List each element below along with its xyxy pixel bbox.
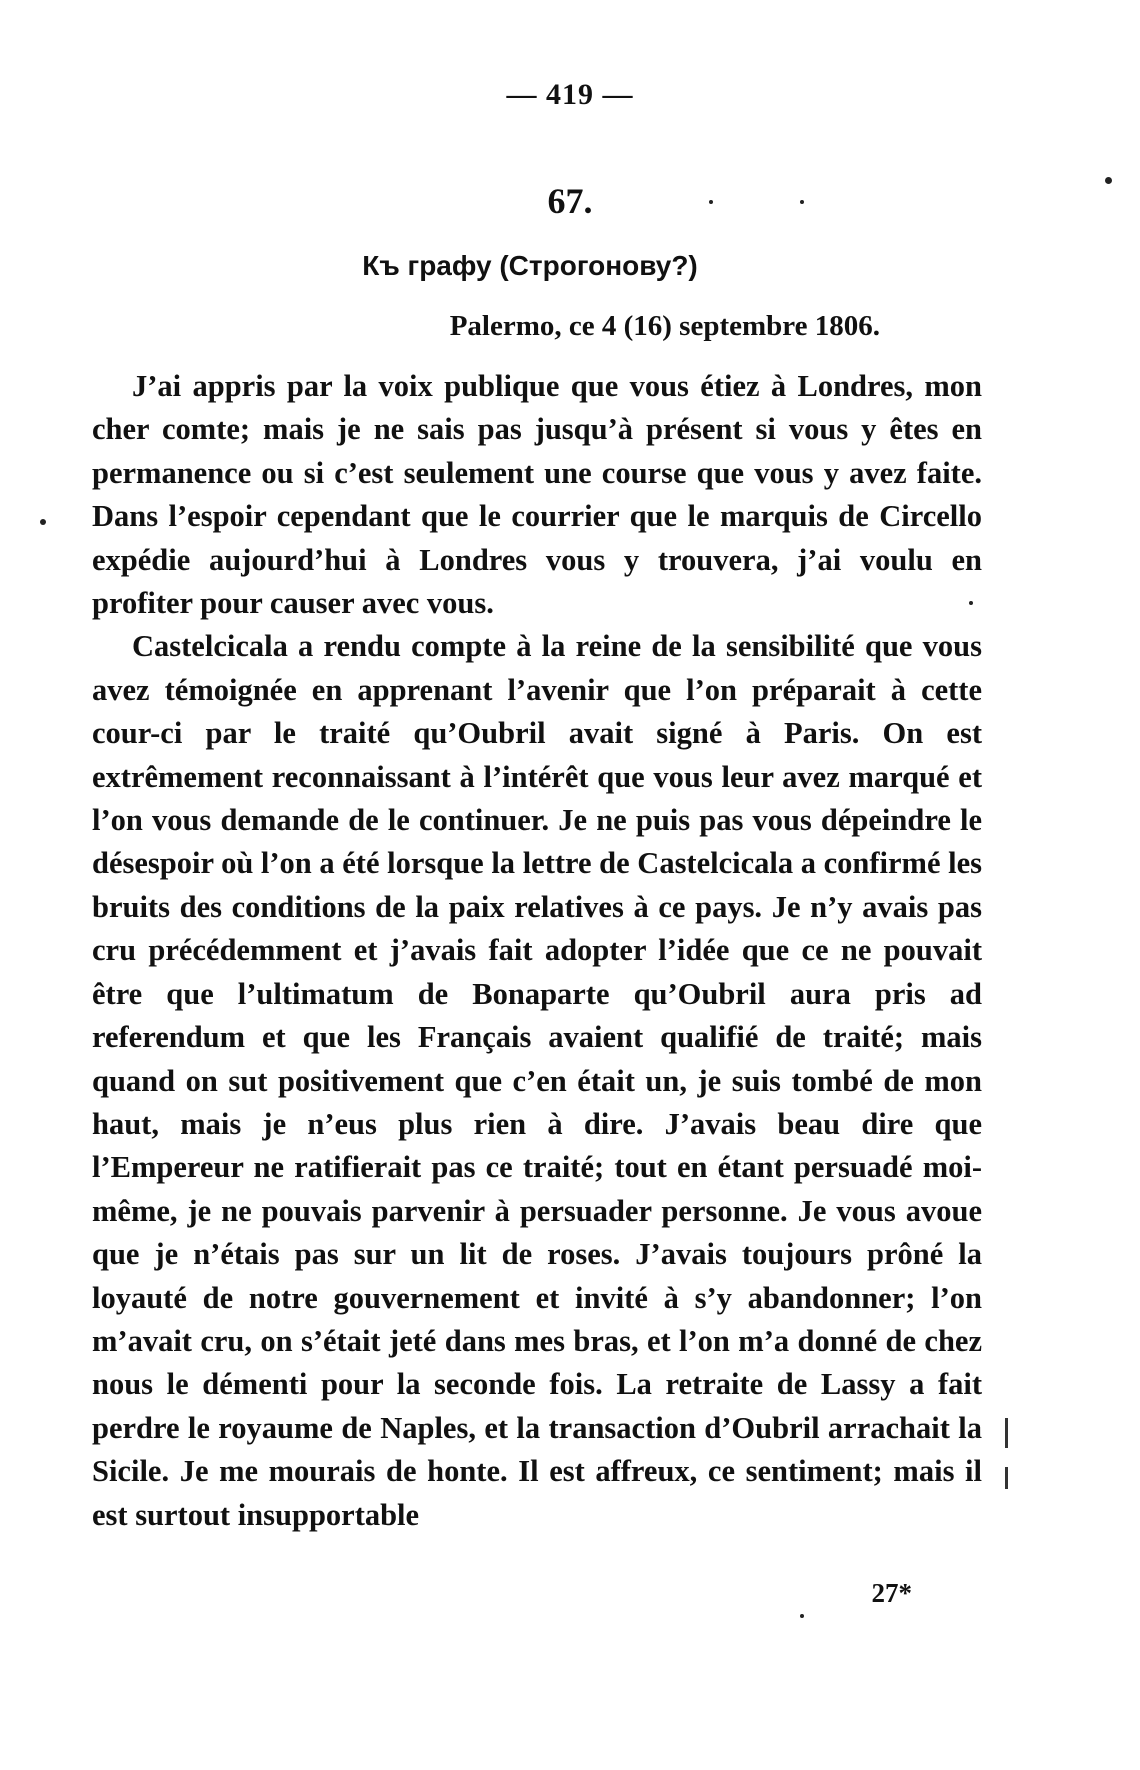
paragraph: J’ai appris par la voix publique que vous étiez à Londres, mon cher comte; mais je ne sais pas jusqu’à présent si vous y êtes en permanence ou si c’est seulement une course que vous y avez faite. Dans l’espoir cependant que le courrier que le marquis de Circello expédie aujourd’hui à Londres vous y trouvera, j’ai voulu en profiter pour causer avec vous. [92,369,982,621]
speck-mark [40,519,46,525]
dateline: Palermo, ce 4 (16) septembre 1806. [449,310,880,342]
speck-mark [709,200,713,204]
speck-mark [800,200,804,204]
speck-mark [969,601,973,605]
margin-bar [1005,1467,1008,1489]
recipient-heading: Къ графу (Строгонову?) [362,250,698,281]
margin-bar [1005,1418,1008,1448]
letter-body [92,365,982,1537]
letter-number: 67. [547,181,593,221]
signature-mark: 27* [871,1578,912,1608]
speck-mark [1105,177,1112,184]
page-number: — 419 — [506,78,634,111]
paragraph: Castelcicala a rendu compte à la reine de la sensibilité que vous avez témoignée en apprenant l’avenir que l’on préparait à cette cour-ci par le traité qu’Oubril avait signé à Paris. On est extrêmement reconnaissant à l’intérêt que vous leur avez marqué et l’on vous demande de le continuer. Je ne puis pas vous dépeindre le désespoir où l’on a été lorsque la lettre de Castelcicala a confirmé les bruits des conditions de la paix relatives à ce pays. Je n’y avais pas cru précédemment et j’avais fait adopter l’idée que ce ne pouvait être que l’ultimatum de Bonaparte qu’Oubril aura pris ad referendum et que les Français avaient qualifié de traité; mais quand on sut positivement que c’en était un, je suis tombé de mon haut, mais je n’eus plus rien à dire. J’avais beau dire que l’Empereur ne ratifierait pas ce traité; tout en étant persuadé moi-même, je ne pouvais parvenir à persuader personne. Je vous avoue que je n’étais pas sur un lit de roses. J’avais toujours prôné la loyauté de notre gouvernement et invité à s’y abandonner; l’on m’avait cru, on s’était jeté dans mes bras, et l’on m’a donné de chez nous le démenti pour la seconde fois. La retraite de Lassy a fait perdre le royaume de Naples, et la transaction d’Oubril arrachait la Sicile. Je me mourais de honte. Il est affreux, ce sentiment; mais il est surtout insupportable [92,629,982,1532]
speck-mark [800,1614,804,1618]
